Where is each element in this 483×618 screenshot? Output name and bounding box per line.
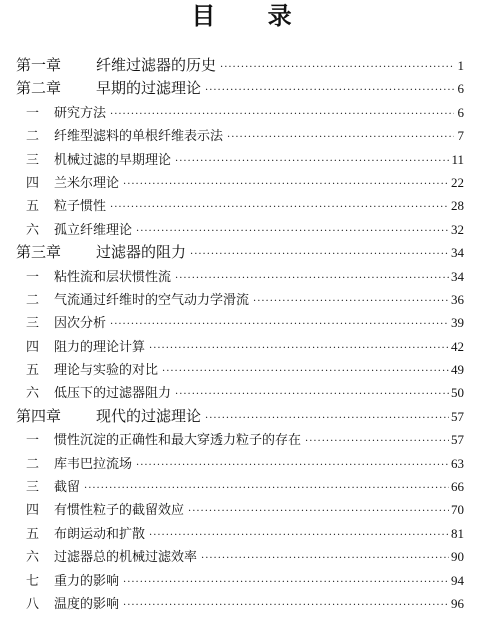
dot-leader bbox=[110, 313, 449, 334]
toc-page-number: 66 bbox=[451, 479, 464, 495]
toc-section-row bbox=[16, 335, 464, 358]
toc-entry-title: 布朗运动和扩散 bbox=[54, 526, 146, 542]
toc-page-number: 28 bbox=[451, 198, 464, 214]
dot-leader bbox=[188, 500, 449, 521]
toc-section-row bbox=[16, 452, 464, 475]
dot-leader bbox=[220, 56, 454, 77]
toc-page-number: 22 bbox=[451, 174, 464, 190]
toc-section-row bbox=[16, 265, 464, 288]
toc-page-number: 1 bbox=[457, 58, 464, 73]
toc-section-row bbox=[16, 358, 464, 381]
toc-page-number: 34 bbox=[451, 268, 464, 284]
toc-entry-title: 因次分析 bbox=[54, 316, 107, 332]
table-of-contents bbox=[16, 54, 464, 615]
dot-leader bbox=[227, 126, 454, 147]
dot-leader bbox=[149, 337, 449, 358]
dot-leader bbox=[253, 290, 449, 311]
page-title: 目 录 bbox=[191, 2, 314, 30]
dot-leader bbox=[205, 79, 454, 100]
toc-page-number: 50 bbox=[451, 385, 464, 401]
toc-entry-number: 三 bbox=[26, 152, 40, 168]
dot-leader bbox=[110, 196, 449, 217]
toc-entry-title: 孤立纤维理论 bbox=[54, 222, 133, 238]
toc-entry-number: 二 bbox=[26, 129, 40, 145]
toc-page-number: 6 bbox=[457, 81, 464, 97]
toc-entry-title: 有惯性粒子的截留效应 bbox=[54, 503, 185, 519]
toc-page-number: 94 bbox=[451, 572, 464, 588]
toc-entry-title: 低压下的过滤器阻力 bbox=[54, 386, 172, 402]
toc-section-row bbox=[16, 194, 464, 217]
toc-page-number: 34 bbox=[451, 245, 464, 261]
toc-entry-number: 三 bbox=[26, 480, 40, 496]
toc-section-row bbox=[16, 311, 464, 334]
dot-leader bbox=[162, 360, 449, 381]
toc-page-number: 6 bbox=[457, 104, 464, 120]
toc-entry-number: 一 bbox=[26, 269, 40, 285]
toc-entry-title: 早期的过滤理论 bbox=[96, 79, 202, 98]
toc-section-row bbox=[16, 381, 464, 404]
toc-chapter-row bbox=[16, 77, 464, 100]
toc-entry-title: 温度的影响 bbox=[54, 596, 120, 612]
toc-page-number: 96 bbox=[451, 595, 464, 611]
toc-entry-title: 惯性沉淀的正确性和最大穿透力粒子的存在 bbox=[54, 433, 302, 449]
toc-entry-title: 现代的过滤理论 bbox=[96, 406, 202, 425]
toc-page-number: 39 bbox=[451, 315, 464, 331]
dot-leader bbox=[149, 524, 449, 545]
toc-section-row bbox=[16, 101, 464, 124]
dot-leader bbox=[175, 383, 449, 404]
toc-entry-number: 六 bbox=[26, 550, 40, 566]
toc-entry-number: 六 bbox=[26, 386, 40, 402]
toc-entry-title: 过滤器的阻力 bbox=[96, 243, 187, 262]
toc-page-number: 63 bbox=[451, 455, 464, 471]
dot-leader bbox=[123, 594, 449, 615]
toc-page-number: 36 bbox=[451, 291, 464, 307]
toc-section-row bbox=[16, 522, 464, 545]
toc-page-number: 7 bbox=[457, 128, 464, 144]
toc-section-row bbox=[16, 124, 464, 147]
dot-leader bbox=[136, 454, 449, 475]
toc-entry-title: 理论与实验的对比 bbox=[54, 363, 159, 379]
toc-entry-title: 气流通过纤维时的空气动力学滑流 bbox=[54, 292, 250, 308]
dot-leader bbox=[205, 407, 449, 428]
toc-section-row bbox=[16, 148, 464, 171]
toc-entry-number: 三 bbox=[26, 316, 40, 332]
toc-chapter-row bbox=[16, 405, 464, 428]
toc-entry-number: 四 bbox=[26, 339, 40, 355]
toc-entry-number: 第一章 bbox=[16, 56, 62, 74]
toc-entry-title: 粒子惯性 bbox=[54, 199, 107, 215]
toc-page-number: 70 bbox=[451, 502, 464, 518]
toc-entry-title: 纤维型滤料的单根纤维表示法 bbox=[54, 129, 224, 145]
toc-entry-title: 阻力的理论计算 bbox=[54, 339, 146, 355]
dot-leader bbox=[123, 571, 449, 592]
dot-leader bbox=[136, 220, 449, 241]
dot-leader bbox=[175, 150, 449, 171]
toc-section-row bbox=[16, 592, 464, 615]
toc-section-row bbox=[16, 288, 464, 311]
toc-entry-title: 截留 bbox=[54, 480, 81, 496]
toc-entry-number: 四 bbox=[26, 503, 40, 519]
toc-section-row bbox=[16, 545, 464, 568]
toc-page-number: 57 bbox=[451, 432, 464, 448]
toc-entry-number: 一 bbox=[26, 433, 40, 449]
toc-section-row bbox=[16, 171, 464, 194]
toc-entry-number: 六 bbox=[26, 222, 40, 238]
toc-entry-number: 七 bbox=[26, 573, 40, 589]
toc-page-number: 57 bbox=[451, 408, 464, 424]
toc-entry-number: 第四章 bbox=[16, 406, 62, 425]
toc-entry-number: 一 bbox=[26, 105, 40, 121]
toc-entry-number: 五 bbox=[26, 199, 40, 215]
toc-entry-title: 机械过滤的早期理论 bbox=[54, 152, 172, 168]
toc-entry-number: 八 bbox=[26, 596, 40, 612]
toc-page-number: 42 bbox=[451, 338, 464, 354]
toc-page-number: 81 bbox=[451, 525, 464, 541]
toc-entry-title: 兰米尔理论 bbox=[54, 175, 120, 191]
toc-page-number: 32 bbox=[451, 221, 464, 237]
dot-leader bbox=[305, 430, 449, 451]
toc-entry-number: 五 bbox=[26, 526, 40, 542]
toc-chapter-row bbox=[16, 241, 464, 264]
toc-entry-number: 二 bbox=[26, 292, 40, 308]
dot-leader bbox=[123, 173, 449, 194]
toc-chapter-row bbox=[16, 54, 464, 77]
toc-page-number: 11 bbox=[451, 151, 464, 167]
dot-leader bbox=[175, 267, 449, 288]
toc-section-row bbox=[16, 498, 464, 521]
toc-entry-number: 第三章 bbox=[16, 243, 62, 262]
toc-entry-title: 粘性流和层状惯性流 bbox=[54, 269, 172, 285]
toc-entry-number: 第二章 bbox=[16, 79, 62, 98]
toc-section-row bbox=[16, 428, 464, 451]
dot-leader bbox=[190, 243, 449, 264]
toc-page-number: 49 bbox=[451, 362, 464, 378]
toc-entry-number: 二 bbox=[26, 456, 40, 472]
toc-entry-title: 研究方法 bbox=[54, 105, 107, 121]
toc-section-row bbox=[16, 569, 464, 592]
toc-section-row bbox=[16, 218, 464, 241]
toc-entry-title: 过滤器总的机械过滤效率 bbox=[54, 550, 198, 566]
toc-page-number: 90 bbox=[451, 549, 464, 565]
toc-entry-title: 库韦巴拉流场 bbox=[54, 456, 133, 472]
toc-entry-title: 纤维过滤器的历史 bbox=[96, 56, 217, 74]
toc-entry-number: 四 bbox=[26, 175, 40, 191]
dot-leader bbox=[201, 547, 449, 568]
dot-leader bbox=[84, 477, 449, 498]
toc-section-row bbox=[16, 475, 464, 498]
toc-entry-title: 重力的影响 bbox=[54, 573, 120, 589]
toc-entry-number: 五 bbox=[26, 363, 40, 379]
dot-leader bbox=[110, 103, 454, 124]
